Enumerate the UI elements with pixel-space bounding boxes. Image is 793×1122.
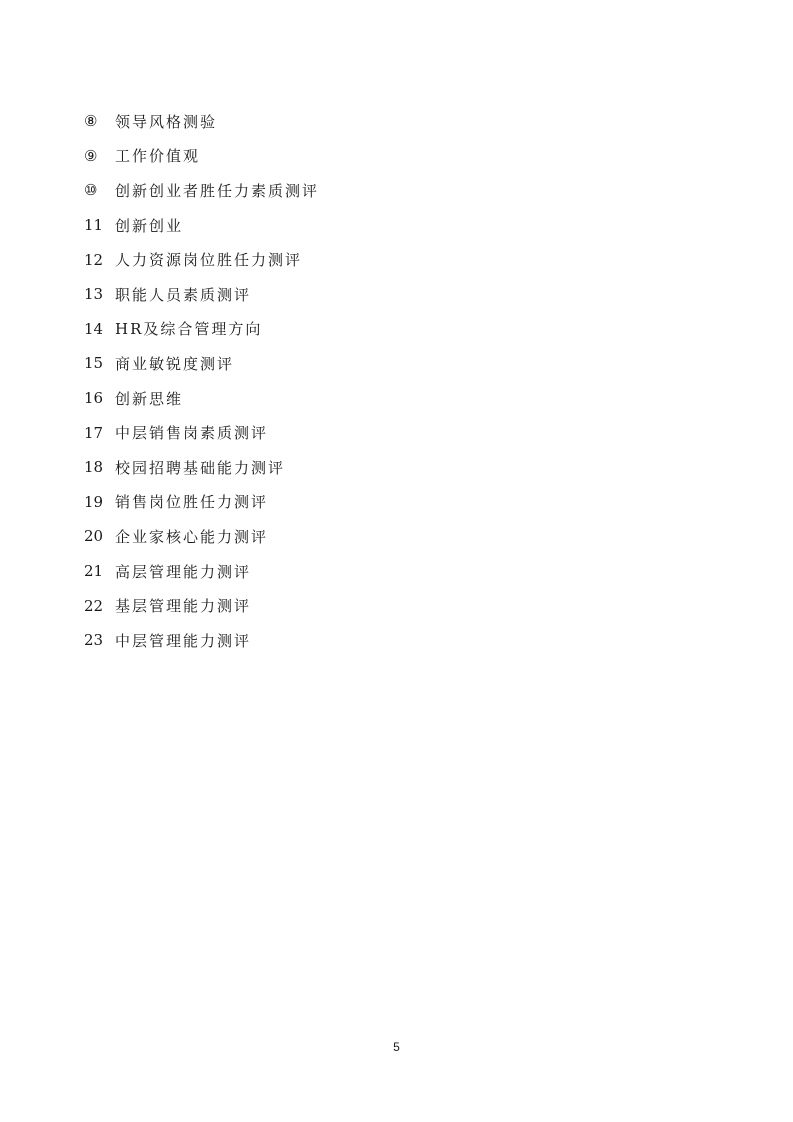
list-item — [84, 381, 319, 416]
item-number: 14 — [84, 319, 104, 338]
list-item — [84, 554, 319, 589]
item-number: 18 — [84, 458, 104, 477]
list-item — [84, 485, 319, 520]
list-item — [84, 450, 319, 485]
item-text: 销售岗位胜任力测评 — [115, 493, 269, 512]
item-number: ⑩ — [84, 181, 98, 200]
item-number: 15 — [84, 354, 104, 373]
item-text: 企业家核心能力测评 — [115, 527, 269, 546]
item-text: 高层管理能力测评 — [115, 562, 252, 581]
list-item — [84, 173, 319, 208]
page-number: 5 — [393, 1040, 400, 1054]
list-item — [84, 208, 319, 243]
item-number: 12 — [84, 250, 104, 269]
item-number: 20 — [84, 527, 104, 546]
item-text: HR及综合管理方向 — [115, 320, 263, 339]
item-number: 17 — [84, 423, 104, 442]
item-number: 19 — [84, 492, 104, 511]
list-item — [84, 104, 319, 139]
assessment-list — [84, 104, 319, 658]
item-number: 21 — [84, 562, 104, 581]
item-text: 商业敏锐度测评 — [115, 354, 235, 373]
item-number: 13 — [84, 285, 104, 304]
list-item — [84, 277, 319, 312]
item-number: ⑧ — [84, 112, 98, 131]
item-number: ⑨ — [84, 146, 98, 165]
list-item — [84, 139, 319, 174]
item-text: 工作价值观 — [115, 147, 201, 166]
item-text: 领导风格测验 — [115, 112, 218, 131]
item-text: 校园招聘基础能力测评 — [115, 458, 286, 477]
item-text: 人力资源岗位胜任力测评 — [115, 251, 303, 270]
item-number: 16 — [84, 389, 104, 408]
item-text: 中层销售岗素质测评 — [115, 424, 269, 443]
item-text: 创新思维 — [115, 389, 184, 408]
list-item — [84, 242, 319, 277]
item-text: 中层管理能力测评 — [115, 631, 252, 650]
list-item — [84, 415, 319, 450]
list-item — [84, 346, 319, 381]
list-item — [84, 312, 319, 347]
item-number: 23 — [84, 631, 104, 650]
item-text: 职能人员素质测评 — [115, 285, 252, 304]
item-number: 11 — [84, 216, 104, 235]
item-text: 基层管理能力测评 — [115, 597, 252, 616]
list-item — [84, 588, 319, 623]
list-item — [84, 519, 319, 554]
item-text: 创新创业者胜任力素质测评 — [115, 181, 320, 200]
item-number: 22 — [84, 596, 104, 615]
list-item — [84, 623, 319, 658]
item-text: 创新创业 — [115, 216, 184, 235]
